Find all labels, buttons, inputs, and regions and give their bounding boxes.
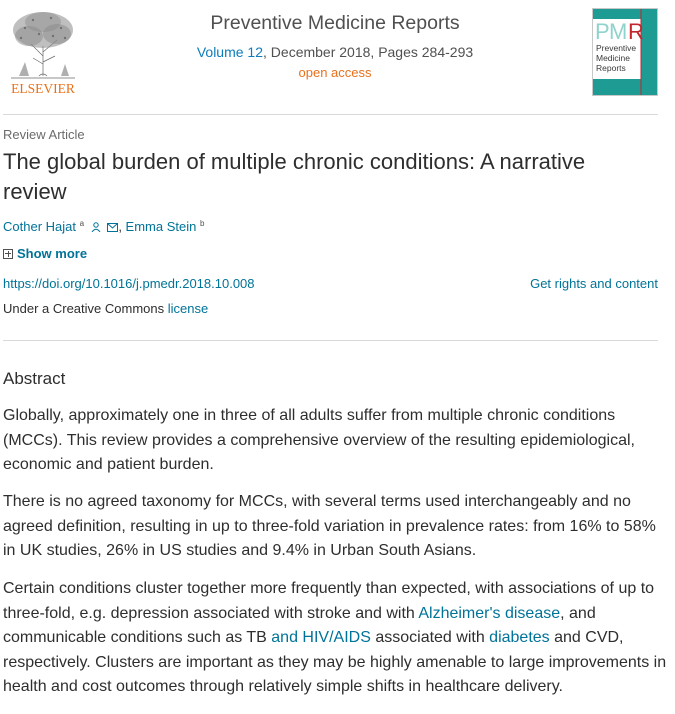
journal-title[interactable]: Preventive Medicine Reports [210,12,460,34]
author-affiliation-sup: a [79,219,85,228]
doi-link[interactable]: https://doi.org/10.1016/j.pmedr.2018.10.008 [3,276,255,291]
show-more-button[interactable] [3,246,87,261]
publisher-wordmark: ELSEVIER [11,81,75,96]
expand-icon [3,249,13,259]
article-title: The global burden of multiple chronic conditions: A narrative review [3,149,586,204]
paragraph-text: and CVD, respectively. Clusters are important as they may be highly amenable to large improvements in health and cost outcomes through relatively simple shifts in healthcare delivery. [3,629,667,695]
email-icon[interactable] [107,220,118,235]
license-notice [3,301,208,316]
elsevier-logo[interactable] [3,6,83,96]
author-affiliation-sup: b [199,219,205,228]
cover-letter-p: P [595,19,610,44]
cover-line-1: Preventive [596,43,637,53]
paragraph-text: , and communicable conditions such as TB [3,604,596,646]
cover-line-3: Reports [596,63,626,73]
person-icon[interactable] [91,220,101,235]
cover-letter-m: M [609,19,628,44]
cover-image [593,9,657,95]
section-divider [3,340,658,341]
journal-cover[interactable] [592,8,658,96]
volume-link[interactable]: Volume 12 [196,44,264,60]
license-text: Under a Creative Commons [3,301,168,316]
cover-letter-r: R [628,19,644,44]
topic-link-diabetes[interactable]: diabetes [489,629,550,646]
journal-issue-info [85,44,585,60]
article-type: Review Article [3,127,85,142]
cover-line-2: Medicine [596,53,631,63]
header-divider [3,114,658,115]
rights-link[interactable]: Get rights and content [530,276,658,291]
license-link[interactable]: license [167,301,209,316]
elsevier-tree-icon [3,6,83,96]
open-access-label: open access [298,65,372,80]
author-link[interactable]: Cother Hajat [3,219,76,234]
abstract-paragraph-3 [3,577,667,700]
issue-date-pages: , December 2018, Pages 284-293 [263,44,474,60]
author-separator: , [118,219,126,234]
abstract-paragraph-1: Globally, approximately one in three of all adults suffer from multiple chronic conditions (MCCs). This review provides a comprehensive overview of the resulting epidemiological, economic and patient burden. [3,407,635,473]
abstract-paragraph-2: There is no agreed taxonomy for MCCs, with several terms used interchangeably and no agreed definition, resulting in up to three-fold variation in prevalence rates: from 16% to 58% in UK studies, 26% in US studies and 9.4% in Urban South Asians. [3,493,656,559]
paragraph-text: associated with [370,629,490,646]
paragraph-text: Certain conditions cluster together more frequently than expected, with associations of up to three-fold, e.g. depression associated with stroke and with [3,580,655,622]
topic-link-hiv-aids[interactable]: and HIV/AIDS [271,629,371,646]
show-more-label: Show more [17,246,88,261]
abstract-heading: Abstract [3,369,66,388]
topic-link-alzheimers[interactable]: Alzheimer's disease [418,604,561,622]
author-link[interactable]: Emma Stein [125,219,197,234]
author-list [3,219,204,235]
